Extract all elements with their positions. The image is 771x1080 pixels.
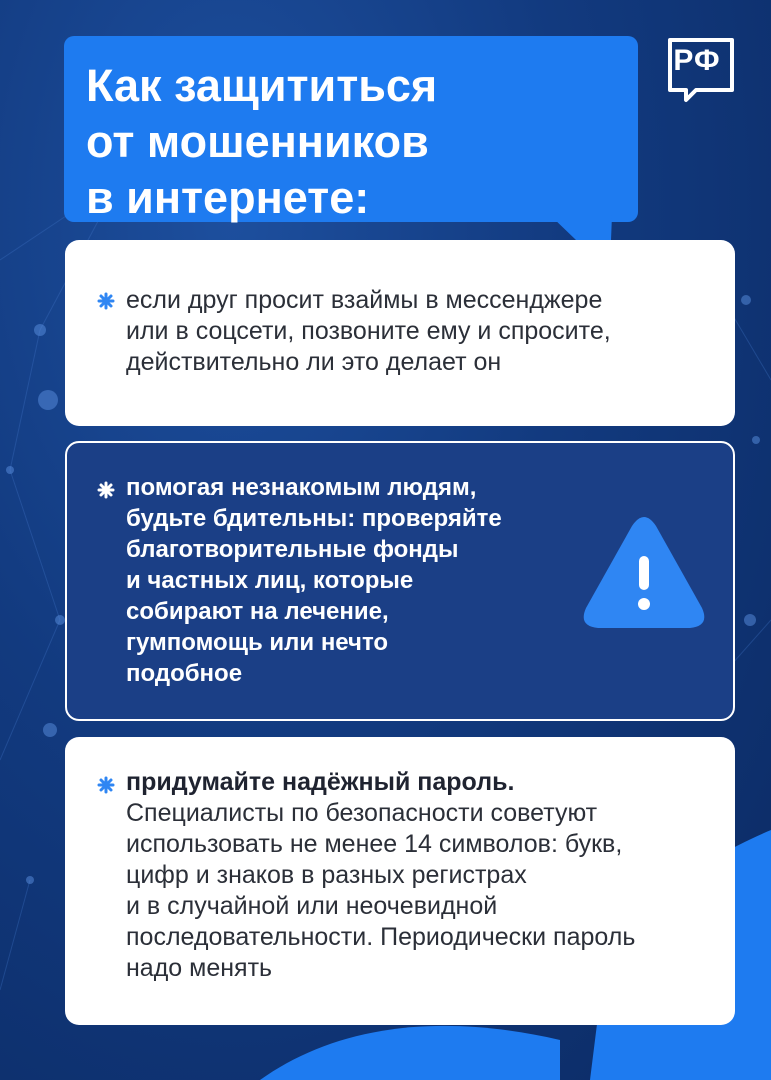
rf-logo-text: РФ [673,44,721,77]
star-bullet-icon [97,776,115,794]
warning-triangle-icon [580,512,708,634]
tip-3-heading: придумайте надёжный пароль. [126,768,515,796]
page-title: Как защититься от мошенников в интернете: [86,60,438,223]
tip-2-text: помогая незнакомым людям, будьте бдительны: проверяйте благотворительные фонды и частных лиц, которые собирают на лечение, гумпомощь или нечто подобное [126,474,502,687]
tip-3-text: Специалисты по безопасности советуют использовать не менее 14 символов: букв, цифр и знаков в разных регистрах и в случайной или неочевидной последовательности. Периодически пароль надо менять [126,799,636,982]
tip-1-text: если друг просит взаймы в мессенджере или в соцсети, позвоните ему и спросите, действительно ли это делает он [126,286,611,376]
star-bullet-icon [97,292,115,310]
star-bullet-icon [97,481,115,499]
